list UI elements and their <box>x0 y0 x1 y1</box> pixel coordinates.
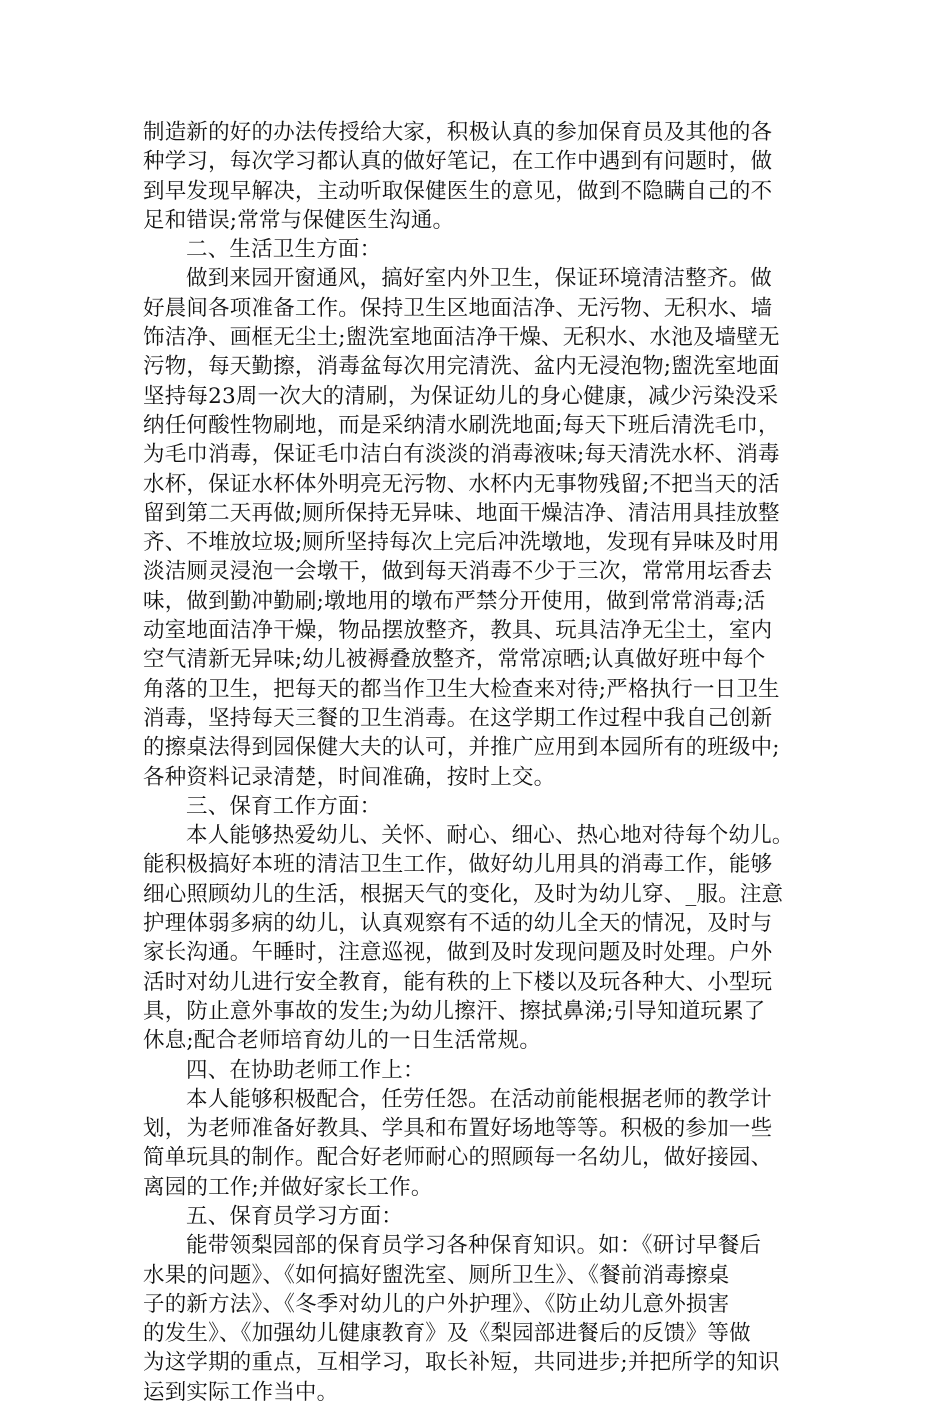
text-line: 水杯，保证水杯体外明亮无污物、水杯内无事物残留;不把当天的活 <box>143 471 780 497</box>
text-line: 简单玩具的制作。配合好老师耐心的照顾每一名幼儿，做好接园、 <box>143 1145 773 1171</box>
text-line: 五、保育员学习方面： <box>186 1203 404 1229</box>
text-line: 好晨间各项准备工作。保持卫生区地面洁净、无污物、无积水、墙 <box>143 295 773 321</box>
text-line: 为毛巾消毒，保证毛巾洁白有淡淡的消毒液味;每天清洗水杯、消毒 <box>143 442 780 468</box>
text-line: 休息;配合老师培育幼儿的一日生活常规。 <box>143 1028 542 1054</box>
text-line: 到早发现早解决，主动听取保健医生的意见，做到不隐瞒自己的不 <box>143 178 773 204</box>
text-line: 各种资料记录清楚，时间准确，按时上交。 <box>143 764 556 790</box>
text-line: 活时对幼儿进行安全教育，能有秩的上下楼以及玩各种大、小型玩 <box>143 969 773 995</box>
text-line: 污物，每天勤擦，消毒盆每次用完清洗、盆内无浸泡物;盥洗室地面 <box>143 354 780 380</box>
text-line: 四、在协助老师工作上： <box>186 1057 425 1083</box>
text-line: 的擦桌法得到园保健大夫的认可，并推广应用到本园所有的班级中; <box>143 735 780 761</box>
text-line: 家长沟通。午睡时，注意巡视，做到及时发现问题及时处理。户外 <box>143 940 773 966</box>
text-line: 本人能够积极配合，任劳任怨。在活动前能根据老师的教学计 <box>186 1086 772 1112</box>
text-line: 纳任何酸性物刷地，而是采纳清水刷洗地面;每天下班后清洗毛巾， <box>143 412 780 438</box>
text-line: 运到实际工作当中。 <box>143 1379 339 1405</box>
text-line: 动室地面洁净干燥，物品摆放整齐，教具、玩具洁净无尘土，室内 <box>143 618 773 644</box>
text-line: 消毒，坚持每天三餐的卫生消毒。在这学期工作过程中我自己创新 <box>143 705 773 731</box>
text-line: 划，为老师准备好教具、学具和布置好场地等等。积极的参加一些 <box>143 1116 773 1142</box>
text-line: 为这学期的重点，互相学习，取长补短，共同进步;并把所学的知识 <box>143 1350 780 1376</box>
text-line: 味，做到勤冲勤刷;墩地用的墩布严禁分开使用，做到常常消毒;活 <box>143 588 766 614</box>
text-line: 护理体弱多病的幼儿，认真观察有不适的幼儿全天的情况，及时与 <box>143 911 773 937</box>
text-line: 具，防止意外事故的发生;为幼儿擦汗、擦拭鼻涕;引导知道玩累了 <box>143 998 766 1024</box>
text-line: 能积极搞好本班的清洁卫生工作，做好幼儿用具的消毒工作，能够 <box>143 852 773 878</box>
text-line: 三、保育工作方面： <box>186 793 382 819</box>
text-line: 能带领梨园部的保育员学习各种保育知识。如：《研讨早餐后 <box>186 1233 762 1259</box>
text-line: 二、生活卫生方面： <box>186 237 382 263</box>
text-line: 细心照顾幼儿的生活，根据天气的变化，及时为幼儿穿、_服。注意 <box>143 881 784 907</box>
text-line: 种学习，每次学习都认真的做好笔记，在工作中遇到有问题时，做 <box>143 149 773 175</box>
text-line: 足和错误;常常与保健医生沟通。 <box>143 207 455 233</box>
text-line: 留到第二天再做;厕所保持无异味、地面干燥洁净、清洁用具挂放整 <box>143 500 780 526</box>
text-line: 制造新的好的办法传授给大家，积极认真的参加保育员及其他的各 <box>143 120 773 145</box>
text-line: 饰洁净、画框无尘土;盥洗室地面洁净干燥、无积水、水池及墙壁无 <box>143 325 780 351</box>
text-line: 子的新方法》、《冬季对幼儿的户外护理》、《防止幼儿意外损害 <box>143 1291 730 1317</box>
text-line: 淡洁厕灵浸泡一会墩干，做到每天消毒不少于三次，常常用坛香去 <box>143 559 773 585</box>
text-line: 的发生》、《加强幼儿健康教育》及《梨园部进餐后的反馈》等做 <box>143 1321 751 1347</box>
text-line: 本人能够热爱幼儿、关怀、耐心、细心、热心地对待每个幼儿。 <box>186 823 794 849</box>
text-line: 坚持每23周一次大的清刷，为保证幼儿的身心健康，减少污染没采 <box>143 383 779 409</box>
text-line: 齐、不堆放垃圾;厕所坚持每次上完后冲洗墩地，发现有异味及时用 <box>143 530 780 556</box>
text-line: 做到来园开窗通风，搞好室内外卫生，保证环境清洁整齐。做 <box>186 266 772 292</box>
text-line: 角落的卫生，把每天的都当作卫生大检查来对待;严格执行一日卫生 <box>143 676 780 702</box>
text-line: 空气清新无异味;幼儿被褥叠放整齐，常常凉晒;认真做好班中每个 <box>143 647 766 673</box>
text-line: 水果的问题》、《如何搞好盥洗室、厕所卫生》、《餐前消毒擦桌 <box>143 1262 730 1288</box>
document-body <box>143 118 823 1407</box>
text-line: 离园的工作;并做好家长工作。 <box>143 1174 433 1200</box>
